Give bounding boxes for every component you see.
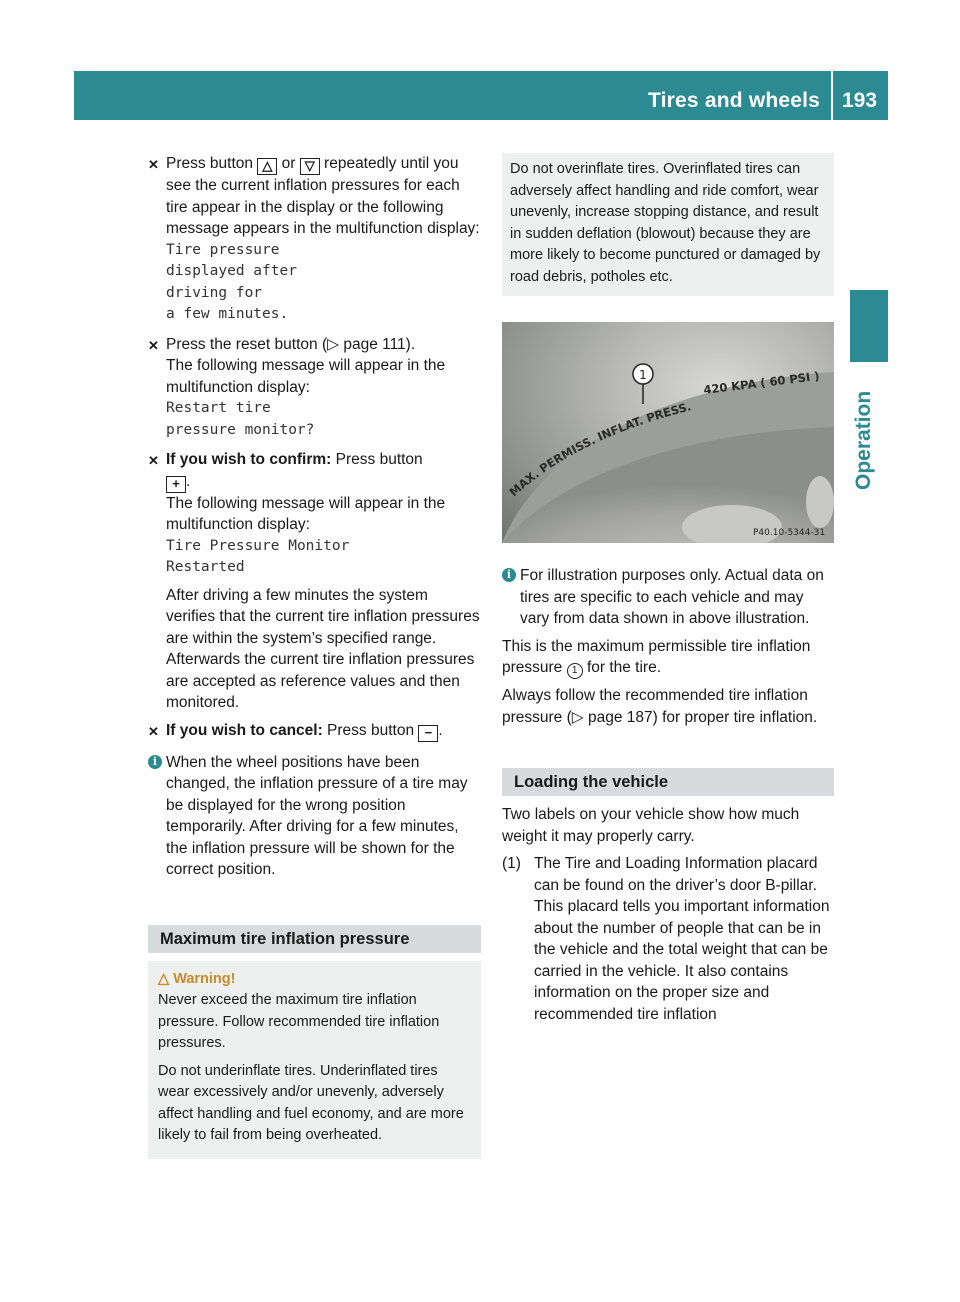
step-bold-label: If you wish to confirm: [166, 451, 332, 468]
step-2 [148, 334, 481, 442]
header-divider [831, 71, 833, 120]
step-4: ✕ If you wish to cancel: Press button − . [148, 720, 481, 742]
minus-button-icon: − [418, 725, 438, 742]
down-arrow-icon: ▽ [300, 158, 320, 175]
tire-sidewall-photo [502, 322, 834, 543]
warning-triangle-icon: △ [158, 970, 170, 987]
info-note [502, 565, 834, 630]
warning-box [148, 961, 481, 1159]
callout-1-icon: 1 [567, 663, 583, 679]
step-after-text: After driving a few minutes the system verifies that the current tire inflation pressures are within the system’s specified range. Afterwards the current tire inflation pressures are accepted as reference values and then monitored. [166, 586, 480, 711]
header-title: Tires and wheels [648, 89, 821, 112]
side-tab-label: Operation [852, 390, 875, 490]
step-marker-icon: ✕ [148, 157, 159, 172]
warning-title-text: Warning! [173, 970, 236, 987]
step-followup: The following message will appear in the multifunction display: [166, 494, 446, 533]
step-3: ✕ If you wish to confirm: Press button + . The following message will appear in the multifunction display: Tire Pressure Monitor Restarted After driving a few minutes the system verifies that the current tire inflation pressures are within the system’s specified range. Afterwards the current tire inflation pressures are accepted as reference values and then monitored. [148, 449, 481, 714]
step-1 [148, 153, 481, 326]
item-text: The Tire and Loading Information placard can be found on the driver’s door B-pillar. This placard tells you important information about the number of people that can be in the vehicle and the total weight that can be carried in the vehicle. It also contains information on the proper size and recommended tire inflation [534, 855, 830, 1023]
body-paragraph: Always follow the recommended tire inflation pressure (▷ page 187) for proper tire inflation. [502, 687, 818, 726]
numbered-item [502, 853, 834, 1025]
left-column [148, 153, 481, 1159]
step-text: Press button [322, 721, 415, 739]
body-paragraph: Two labels on your vehicle show how much weight it may properly carry. [502, 806, 800, 845]
body-paragraph [502, 636, 834, 680]
tire-illustration [502, 322, 834, 543]
rim-hole [806, 476, 834, 528]
side-tab-block [850, 290, 888, 362]
image-code: P40.10-5344-31 [753, 528, 826, 538]
paragraph-text: This is the maximum permissible tire inflation pressure [502, 637, 811, 676]
plus-button-icon: + [166, 476, 186, 493]
sidewall-text: MAX. PERMISS. INFLAT. PRESS. [506, 399, 693, 500]
section-heading: Loading the vehicle [502, 768, 834, 796]
info-text: When the wheel positions have been changed, the inflation pressure of a tire may be displayed for the wrong position temporarily. After driving for a few minutes, the inflation pressure will be shown for the correct position. [166, 753, 468, 878]
step-text: or [277, 155, 300, 172]
display-message: Tire Pressure Monitor Restarted [166, 537, 350, 575]
display-message: Tire pressure displayed after driving for a few minutes. [166, 241, 297, 322]
pressure-text: 420 KPA ( 60 PSI ) [702, 368, 821, 397]
step-followup: The following message will appear in the multifunction display: [166, 357, 446, 396]
step-marker-icon: ✕ [148, 453, 159, 468]
paragraph-text: for the tire. [586, 659, 662, 676]
callout-number: 1 [639, 368, 647, 382]
step-marker-icon: ✕ [148, 337, 159, 353]
info-note [148, 752, 481, 881]
info-icon: i [502, 568, 516, 582]
step-text: repeatedly until you see the current inflation pressures for each tire appear in the display or the following message appears in the multifunction display: [166, 155, 480, 237]
info-text: For illustration purposes only. Actual data on tires are specific to each vehicle and may vary from data shown in above illustration. [520, 567, 824, 627]
warning-paragraph: Do not underinflate tires. Underinflated tires wear excessively and/or unevenly, adversely affect handling and fuel economy, and are more likely to fail from being overheated. [158, 1062, 464, 1143]
section-heading: Maximum tire inflation pressure [148, 925, 481, 953]
step-marker-icon: ✕ [148, 723, 159, 739]
display-message: Restart tire pressure monitor? [166, 400, 315, 438]
item-number: (1) [502, 855, 521, 872]
step-text: Press button [166, 155, 258, 172]
warning-title [158, 969, 473, 991]
right-column [502, 153, 834, 1025]
step-text: Press button [331, 451, 423, 468]
warning-continuation-box: Do not overinflate tires. Overinflated tires can adversely affect handling and ride comfort, wear unevenly, increase stopping distance, and result in sudden deflation (blowout) because they are more likely to become punctured or damaged by road debris, potholes etc. [502, 153, 834, 296]
up-arrow-icon: △ [257, 158, 277, 175]
warning-paragraph: Never exceed the maximum tire inflation pressure. Follow recommended tire inflation pressures. [158, 992, 440, 1051]
step-bold-label: If you wish to cancel: [166, 721, 323, 739]
info-icon: i [148, 755, 162, 769]
step-text: Press the reset button (▷ page 111). [166, 335, 416, 353]
page-number: 193 [842, 89, 878, 112]
